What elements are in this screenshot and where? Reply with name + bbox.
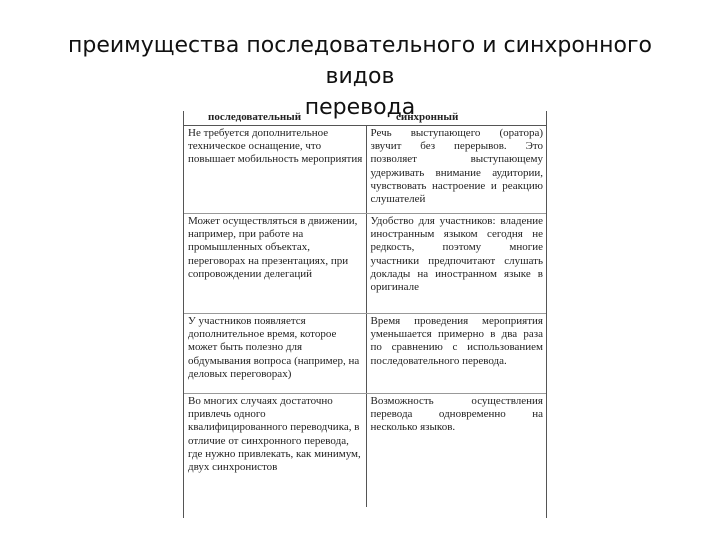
table-row: [184, 314, 546, 394]
table-row: [184, 394, 546, 508]
consecutive-cell: У участников появляется дополнительное время, которое может быть полезно для обдумывания вопроса (например, на деловых переговорах): [184, 314, 366, 394]
header-simultaneous: синхронный: [366, 111, 546, 126]
consecutive-cell: Не требуется дополнительное техническое оснащение, что повышает мобильность мероприятия: [184, 126, 366, 214]
slide-title: [40, 30, 680, 123]
header-consecutive: последовательный: [184, 111, 366, 126]
simultaneous-cell: Возможность осуществления перевода одновременно на несколько языков.: [370, 395, 543, 434]
simultaneous-cell: Удобство для участников: владение иностранным языком сегодня не редкость, поэтому многие участники предпочитают слушать доклады на иностранном языке в оригинале: [366, 214, 546, 314]
comparison-table-frame: [183, 111, 547, 518]
table-row: [184, 214, 546, 314]
table-header-row: [184, 111, 546, 126]
consecutive-cell: Во многих случаях достаточно привлечь одного квалифицированного переводчика, в отличие от синхронного перевода, где нужно привлекать, как минимум, двух синхронистов: [184, 394, 366, 508]
slide-title-line-2: перевода: [304, 95, 416, 120]
comparison-table: [184, 111, 546, 507]
simultaneous-cell: Время проведения мероприятия уменьшается примерно в два раза по сравнению с использованием последовательного перевода.: [366, 314, 546, 394]
consecutive-cell: Может осуществляться в движении, например, при работе на промышленных объектах, переговорах на презентациях, при сопровождении делегаций: [184, 214, 366, 314]
table-row: [184, 126, 546, 214]
simultaneous-cell: Речь выступающего (оратора) звучит без перерывов. Это позволяет выступающему удерживать внимание аудитории, чувствовать настроение и реакцию слушателей: [366, 126, 546, 214]
slide-title-line-1: преимущества последовательного и синхронного видов: [67, 33, 653, 89]
